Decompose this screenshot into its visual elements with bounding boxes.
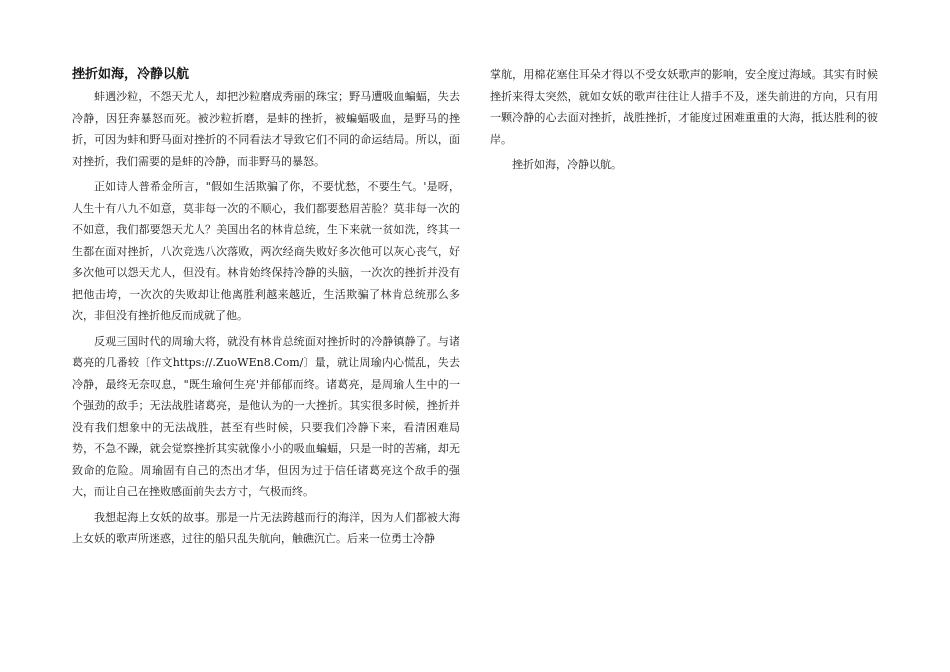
- paragraph-2: 正如诗人普希金所言，"假如生活欺骗了你，不要忧愁，不要生气。'是呀，人生十有八九不如意，莫非每一次的不顺心，我们都要愁眉苦脸？莫非每一次的不如意，我们都要怨天尤人？美国出名的林肯总统，生下来就一贫如洗，终其一生都在面对挫折，八次竞选八次落败，两次经商失败好多次他可以灰心丧气，好多次他可以怨天尤人，但没有。林肯始终保持冷静的头脑，一次次的挫折并没有把他击垮，一次次的失败却让他离胜利越来越近，生活欺骗了林肯总统那么多次，非但没有挫折他反而成就了他。: [72, 180, 460, 322]
- closing-paragraph: 挫折如海，冷静以航。: [512, 158, 622, 171]
- right-column: [490, 64, 878, 176]
- paragraph-3: 反观三国时代的周瑜大将，就没有林肯总统面对挫折时的冷静镇静了。与诸葛亮的几番较〔作文https://.ZuoWEn8.Com/〕量，就让周瑜内心慌乱，失去冷静，最终无奈叹息，"既生瑜何生亮'并郁郁而终。诸葛亮，是周瑜人生中的一个强劲的敌手；无法战胜诸葛亮，是他认为的一大挫折。其实很多时候，挫折并没有我们想象中的无法战胜，甚至有些时候，只要我们冷静下来，看清困难局势，不急不躁，就会觉察挫折其实就像小小的吸血蝙蝠，只是一时的苦痛，却无致命的危险。周瑜固有自己的杰出才华，但因为过于信任诸葛亮这个敌手的强大，而让自己在挫败感面前失去方寸，气极而终。: [72, 334, 460, 498]
- paragraph-4: 我想起海上女妖的故事。那是一片无法跨越而行的海洋，因为人们都被大海上女妖的歌声所迷惑，过往的船只乱失航向，触礁沉亡。后来一位勇士冷静: [72, 510, 460, 545]
- paragraph-4-continued: 掌航，用棉花塞住耳朵才得以不受女妖歌声的影响，安全度过海域。其实有时候挫折来得太突然，就如女妖的歌声往往让人措手不及，迷失前进的方向，只有用一颗冷静的心去面对挫折，战胜挫折，才能度过困难重重的大海，抵达胜利的彼岸。: [490, 68, 878, 146]
- left-column: [72, 64, 460, 550]
- paragraph-1: 蚌遇沙粒，不怨天尤人，却把沙粒磨成秀丽的珠宝；野马遭吸血蝙蝠，失去冷静，因狂奔暴怒而死。被沙粒折磨，是蚌的挫折，被蝙蝠吸血，是野马的挫折，可因为蚌和野马面对挫折的不同看法才导致它们不同的命运结局。所以，面对挫折，我们需要的是蚌的冷静，而非野马的暴怒。: [72, 90, 460, 168]
- essay-title: 挫折如海，冷静以航: [72, 67, 190, 82]
